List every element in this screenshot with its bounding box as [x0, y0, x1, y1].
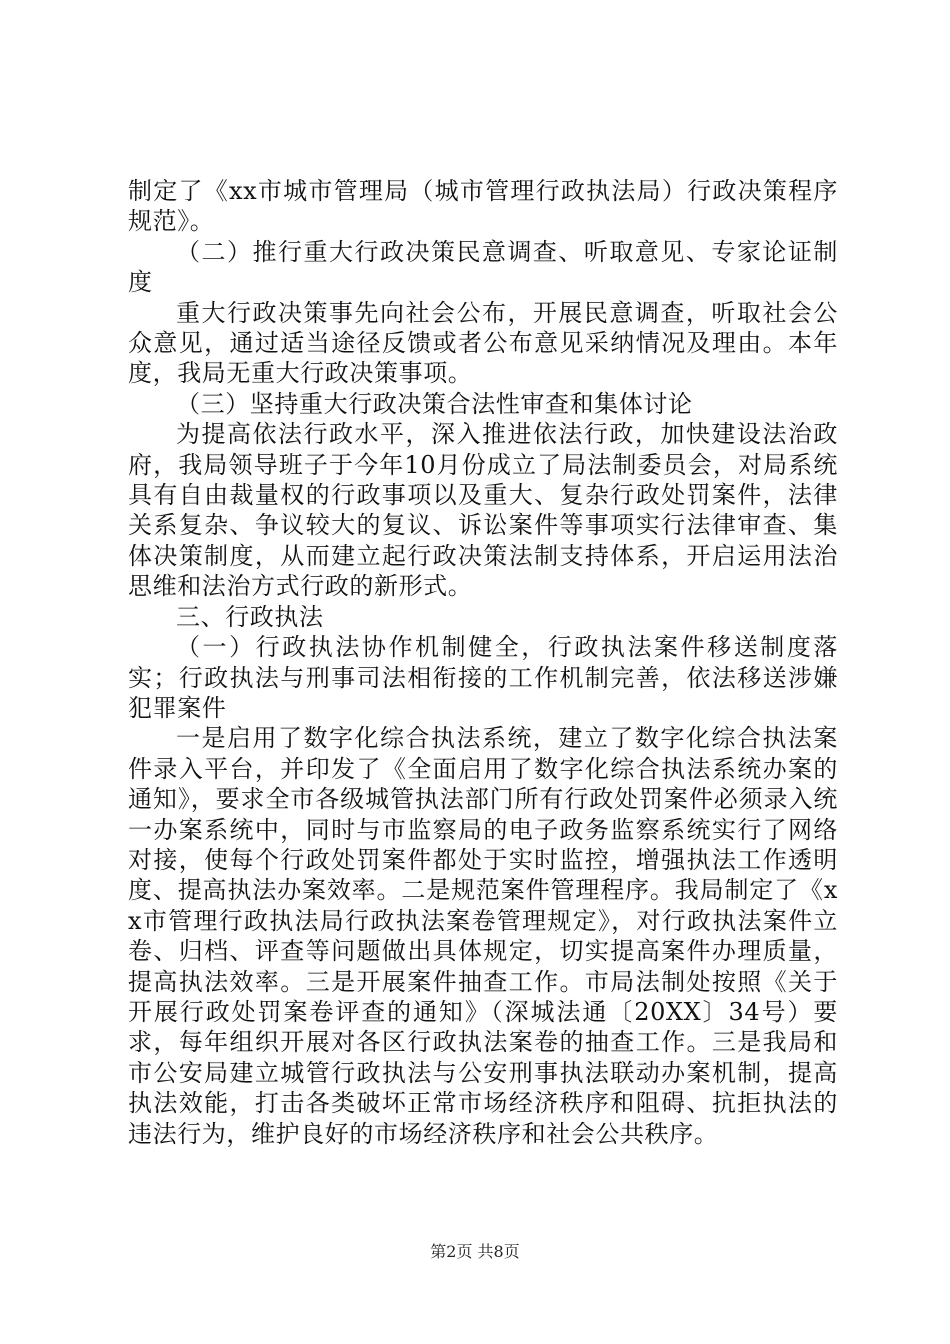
chapter-heading: 三、行政执法	[176, 602, 324, 631]
document-body	[128, 176, 838, 1149]
paragraph: 一是启用了数字化综合执法系统，建立了数字化综合执法案件录入平台，并印发了《全面启用了数字化综合执法系统办案的通知》，要求全市各级城管执法部门所有行政处罚案件必须录入统一办案系统中，同时与市监察局的电子政务监察系统实行了网络对接，使每个行政处罚案件都处于实时监控，增强执法工作透明度、提高执法办案效率。二是规范案件管理程序。我局制定了《xx市管理行政执法局行政执法案卷管理规定》，对行政执法案件立卷、归档、评查等问题做出具体规定，切实提高案件办理质量，提高执法效率。三是开展案件抽查工作。市局法制处按照《关于开展行政处罚案卷评查的通知》（深城法通〔20XX〕34号）要求，每年组织开展对各区行政执法案卷的抽查工作。三是我局和市公安局建立城管行政执法与公安刑事执法联动办案机制，提高执法效能，打击各类破坏正常市场经济秩序和阻碍、抗拒执法的违法行为，维护良好的市场经济秩序和社会公共秩序。	[128, 724, 838, 1148]
paragraph-continuation: 制定了《xx市城市管理局（城市管理行政执法局）行政决策程序规范》。	[128, 177, 838, 236]
section-heading-1: （一）行政执法协作机制健全，行政执法案件移送制度落实；行政执法与刑事司法相衔接的工作机制完善，依法移送涉嫌犯罪案件	[128, 633, 838, 722]
page-number-footer: 第2页 共8页	[430, 1242, 520, 1261]
paragraph: 为提高依法行政水平，深入推进依法行政，加快建设法治政府，我局领导班子于今年10月份成立了局法制委员会，对局系统具有自由裁量权的行政事项以及重大、复杂行政处罚案件，法律关系复杂、争议较大的复议、诉讼案件等事项实行法律审查、集体决策制度，从而建立起行政决策法制支持体系，开启运用法治思维和法治方式行政的新形式。	[128, 420, 838, 601]
section-heading-3: （三）坚持重大行政决策合法性审查和集体讨论	[176, 389, 693, 418]
section-heading-2: （二）推行重大行政决策民意调查、听取意见、专家论证制度	[128, 237, 838, 297]
paragraph: 重大行政决策事先向社会公布，开展民意调查，听取社会公众意见，通过适当途径反馈或者公布意见采纳情况及理由。本年度，我局无重大行政决策事项。	[128, 298, 838, 388]
